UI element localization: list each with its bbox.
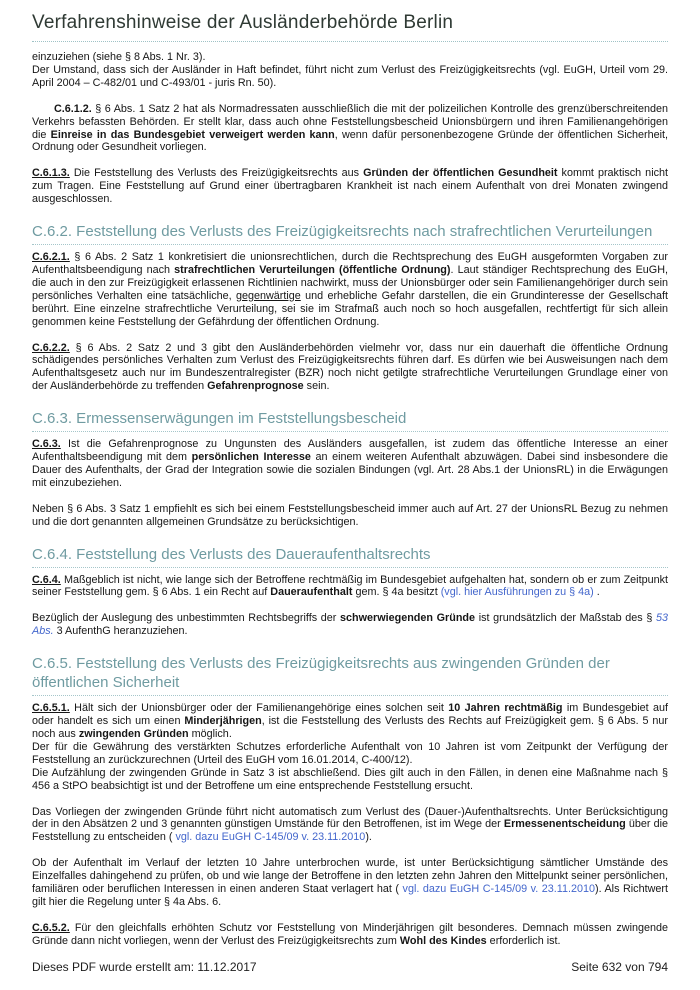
text-run: , wenn dafür personenbezogene Gründe der öffentlichen Sicherheit, Ordnung oder Gesundheit vorliegen. xyxy=(32,128,668,154)
text-run: ). xyxy=(365,831,372,844)
text-run: . Laut ständiger Rechtsprechung des EuGH, die auch in den zur Freizügigkeit erlassenen Richtlinien nachwirkt, muss der Unionsbürger oder sein Familienangehöriger durch sein persönliches Verhalten eine tatsächliche, xyxy=(32,263,668,302)
text-run: Einreise in das Bundesgebiet verweigert werden kann xyxy=(50,128,335,141)
text-run: . xyxy=(593,586,600,599)
text-run: C.6.5. Feststellung des Verlusts des Freizügigkeitsrechts aus zwingenden Gründen der öffentlichen Sicherheit xyxy=(32,655,610,692)
text-run: Minderjährigen xyxy=(184,715,262,728)
text-run: Neben § 6 Abs. 3 Satz 1 empfiehlt es sich bei einem Feststellungsbescheid immer auch auf Art. 27 der UnionsRL Bezug zu nehmen und die dort genannten allgemeinen Grundsätze zu berücksichtigen. xyxy=(32,502,668,528)
text-run: möglich. xyxy=(188,728,232,740)
text-run: Bezüglich der Auslegung des unbestimmten Rechtsbegriffs der xyxy=(32,612,340,625)
text-run: C.6.3. xyxy=(32,438,61,451)
text-run: Maßgeblich ist nicht, wie lange sich der Betroffene rechtmäßig im Bundesgebiet aufgehalten hat, sondern ob er zum Zeitpunkt seiner Feststellung gem. § 6 Abs. 1 ein Recht auf xyxy=(32,573,668,599)
section-heading xyxy=(32,545,668,568)
text-run: sein. xyxy=(303,380,330,393)
text-run: § 6 Abs. 2 Satz 2 und 3 gibt den Ausländerbehörden vielmehr vor, dass nur ein dauerhaft die öffentliche Ordnung schädigendes persönliches Verhalten zum Verlust des Freizügigkeitsrechts führen darf. Es dürfen wie bei Ausweisungen nach dem Aufenthaltsgesetz auch nur im Bundeszentralregister (BZR) noch nicht getilgte strafrechtliche Verurteilungen Grundlage einer von der Ausländerbehörde zu treffenden xyxy=(32,341,668,393)
text-run: strafrechtlichen Verurteilungen (öffentliche Ordnung) xyxy=(174,263,451,276)
text-run: 3 AufenthG heranzuziehen. xyxy=(53,625,188,638)
paragraph xyxy=(32,103,668,155)
paragraph xyxy=(32,574,668,600)
paragraph xyxy=(32,438,668,490)
text-run: im Bundesgebiet auf oder handelt es sich um einen xyxy=(32,702,668,728)
text-run: C.6.2.1. xyxy=(32,251,70,264)
section-heading xyxy=(32,222,668,245)
text-run: persönlichen Interesse xyxy=(191,451,311,464)
text-run: gem. § 4a besitzt xyxy=(352,586,441,599)
text-run: § 6 Abs. 1 Satz 2 hat als Normadressaten ausschließlich die mit der polizeilichen Kontrolle des grenzüberschreitenden Verkehrs befassten Behörden. Er stellt klar, dass auch ohne Feststellungsbescheid Unionsbürgern und ihren Familienangehörigen die xyxy=(32,102,668,141)
document-title: Verfahrenshinweise der Ausländerbehörde Berlin xyxy=(32,12,668,42)
paragraph xyxy=(32,612,668,638)
text-run: C.6.3. Ermessenserwägungen im Feststellungsbescheid xyxy=(32,410,407,428)
text-run: zwingenden Gründen xyxy=(78,728,189,740)
document-content xyxy=(32,51,668,948)
text-run: Der Umstand, dass sich der Ausländer in Haft befindet, führt nicht zum Verlust des Freizügigkeitsrechts (vgl. EuGH, Urteil vom 29. April 2004 – C-482/01 und C-493/01 - juris Rn. 50). xyxy=(32,63,668,89)
text-run: über die Feststellung zu entscheiden ( xyxy=(32,818,668,844)
paragraph xyxy=(32,167,668,206)
link[interactable]: (vgl. hier Ausführungen zu § 4a) xyxy=(440,586,594,599)
text-run: C.6.1.3. xyxy=(32,167,70,180)
paragraph xyxy=(32,51,668,90)
paragraph xyxy=(32,702,668,792)
text-run: Wohl des Kindes xyxy=(399,934,487,947)
text-run: Für den gleichfalls erhöhten Schutz vor Feststellung von Minderjährigen gilt besonderes. Demnach müssen zwingende Gründe dann nicht vorliegen, wenn der Verlust des Freizügigkeitsrechts zum xyxy=(32,921,668,947)
text-run: § 6 Abs. 2 Satz 1 konkretisiert die unionsrechtlichen, durch die Rechtsprechung des EuGH ausgeformten Vorgaben zur Aufenthaltsbeendigung nach xyxy=(32,251,668,276)
text-run: und erhebliche Gefahr darstellen, die ein Grundinteresse der Gesellschaft berührt. Eine einzelne strafrechtliche Verurteilung, sei sie im Strafmaß auch noch so hoch ausgefallen, rechtfertigt für sich allein genommen keine Feststellung der Gefährdung der öffentlichen Ordnung. xyxy=(32,289,668,328)
text-run: erforderlich ist. xyxy=(486,934,561,947)
text-run: Gründen der öffentlichen Gesundheit xyxy=(363,167,558,180)
paragraph xyxy=(32,342,668,394)
text-run: schwerwiegenden Gründe xyxy=(340,612,476,625)
link[interactable]: vgl. dazu EuGH C-145/09 v. 23.11.2010 xyxy=(402,883,595,896)
section-heading xyxy=(32,409,668,432)
paragraph xyxy=(32,503,668,529)
footer-page-number: Seite 632 von 794 xyxy=(571,960,668,974)
text-run: ). Als Richtwert gilt hier die Regelung unter § 4a Abs. 6. xyxy=(32,883,668,908)
text-run: Der für die Gewährung des verstärkten Schutzes erforderliche Aufenthalt von 10 Jahren ist vom Zeitpunkt der Verfügung der Feststellung an zurückzurechnen (Urteil des EuGH vom 16.01.2014, C-400/12). xyxy=(32,740,668,766)
footer-created-date: Dieses PDF wurde erstellt am: 11.12.2017 xyxy=(32,960,257,974)
text-run: Die Aufzählung der zwingenden Gründe in Satz 3 ist abschließend. Dies gilt auch in den Fällen, in denen eine Maßnahme nach § 456 a StPO beabsichtigt ist und der Betroffene um eine entsprechende Feststellung ersucht. xyxy=(32,766,668,792)
paragraph xyxy=(32,922,668,948)
text-run: Hält sich der Unionsbürger oder der Familienangehörige eines solchen seit xyxy=(69,702,449,715)
text-run: Daueraufenthalt xyxy=(270,586,353,599)
text-run: ist grundsätzlich der Maßstab des § xyxy=(475,612,656,625)
paragraph xyxy=(32,806,668,845)
paragraph xyxy=(32,857,668,909)
link[interactable]: vgl. dazu EuGH C-145/09 v. 23.11.2010 xyxy=(175,831,366,844)
section-heading xyxy=(32,654,668,696)
text-run: Das Vorliegen der zwingenden Gründe führt nicht automatisch zum Verlust des (Dauer-)Aufenthaltsrechts. Unter Berücksichtigung der in den Absätzen 2 und 3 genannten günstigen Umstände für den Betroffenen, ist im Wege der xyxy=(32,805,668,831)
text-run: C.6.5.1. xyxy=(32,702,70,715)
link[interactable]: 53 Abs. xyxy=(32,612,668,638)
text-run: Ermessenentscheidung xyxy=(503,818,626,831)
text-run: C.6.5.2. xyxy=(32,921,70,934)
text-run: einzuziehen (siehe § 8 Abs. 1 Nr. 3). xyxy=(32,51,206,63)
text-run: an einem weiteren Aufenthalt abzuwägen. Dabei sind insbesondere die Dauer des Aufenthalts, der Grad der Integration sowie die sozialen Bindungen (vgl. Art. 28 Abs.1 der UnionsRL) in die Erwägungen mit einzubeziehen. xyxy=(32,451,668,489)
text-run: Ob der Aufenthalt im Verlauf der letzten 10 Jahre unterbrochen wurde, ist unter Berücksichtigung sämtlicher Umstände des Einzelfalles dahingehend zu prüfen, ob und wie lange der Betroffene in den letzten zehn Jahren den Mittelpunkt seiner persönlichen, familiären oder beruflichen Interessen in einen anderen Staat verlagert hat ( xyxy=(32,857,668,896)
text-run: C.6.1.2. xyxy=(54,102,92,115)
page-footer xyxy=(32,960,668,974)
text-run: C.6.2.2. xyxy=(32,341,70,354)
paragraph xyxy=(32,251,668,328)
text-run: Ist die Gefahrenprognose zu Ungunsten des Ausländers ausgefallen, ist zudem das öffentliche Interesse an einer Aufenthaltsbeendigung mit dem xyxy=(32,438,668,464)
text-run: C.6.4. Feststellung des Verlusts des Daueraufenthaltsrechts xyxy=(32,545,431,563)
text-run: Die Feststellung des Verlusts des Freizügigkeitsrechts aus xyxy=(69,167,364,180)
text-run: C.6.4. xyxy=(32,573,61,586)
text-run: kommt praktisch nicht zum Tragen. Eine Feststellung auf Grund einer übertragbaren Krankheit ist nach einem Aufenthalt von drei Monaten zwingend ausgeschlossen. xyxy=(32,167,668,206)
text-run: Gefahrenprognose xyxy=(207,380,304,393)
text-run: gegenwärtige xyxy=(235,289,301,302)
text-run: 10 Jahren rechtmäßig xyxy=(448,702,563,715)
text-run: C.6.2. Feststellung des Verlusts des Freizügigkeitsrechts nach strafrechtlichen Verurteilungen xyxy=(32,223,653,241)
text-run: , ist die Feststellung des Verlusts des Rechts auf Freizügigkeit gem. § 6 Abs. 5 nur noch aus xyxy=(32,715,668,740)
